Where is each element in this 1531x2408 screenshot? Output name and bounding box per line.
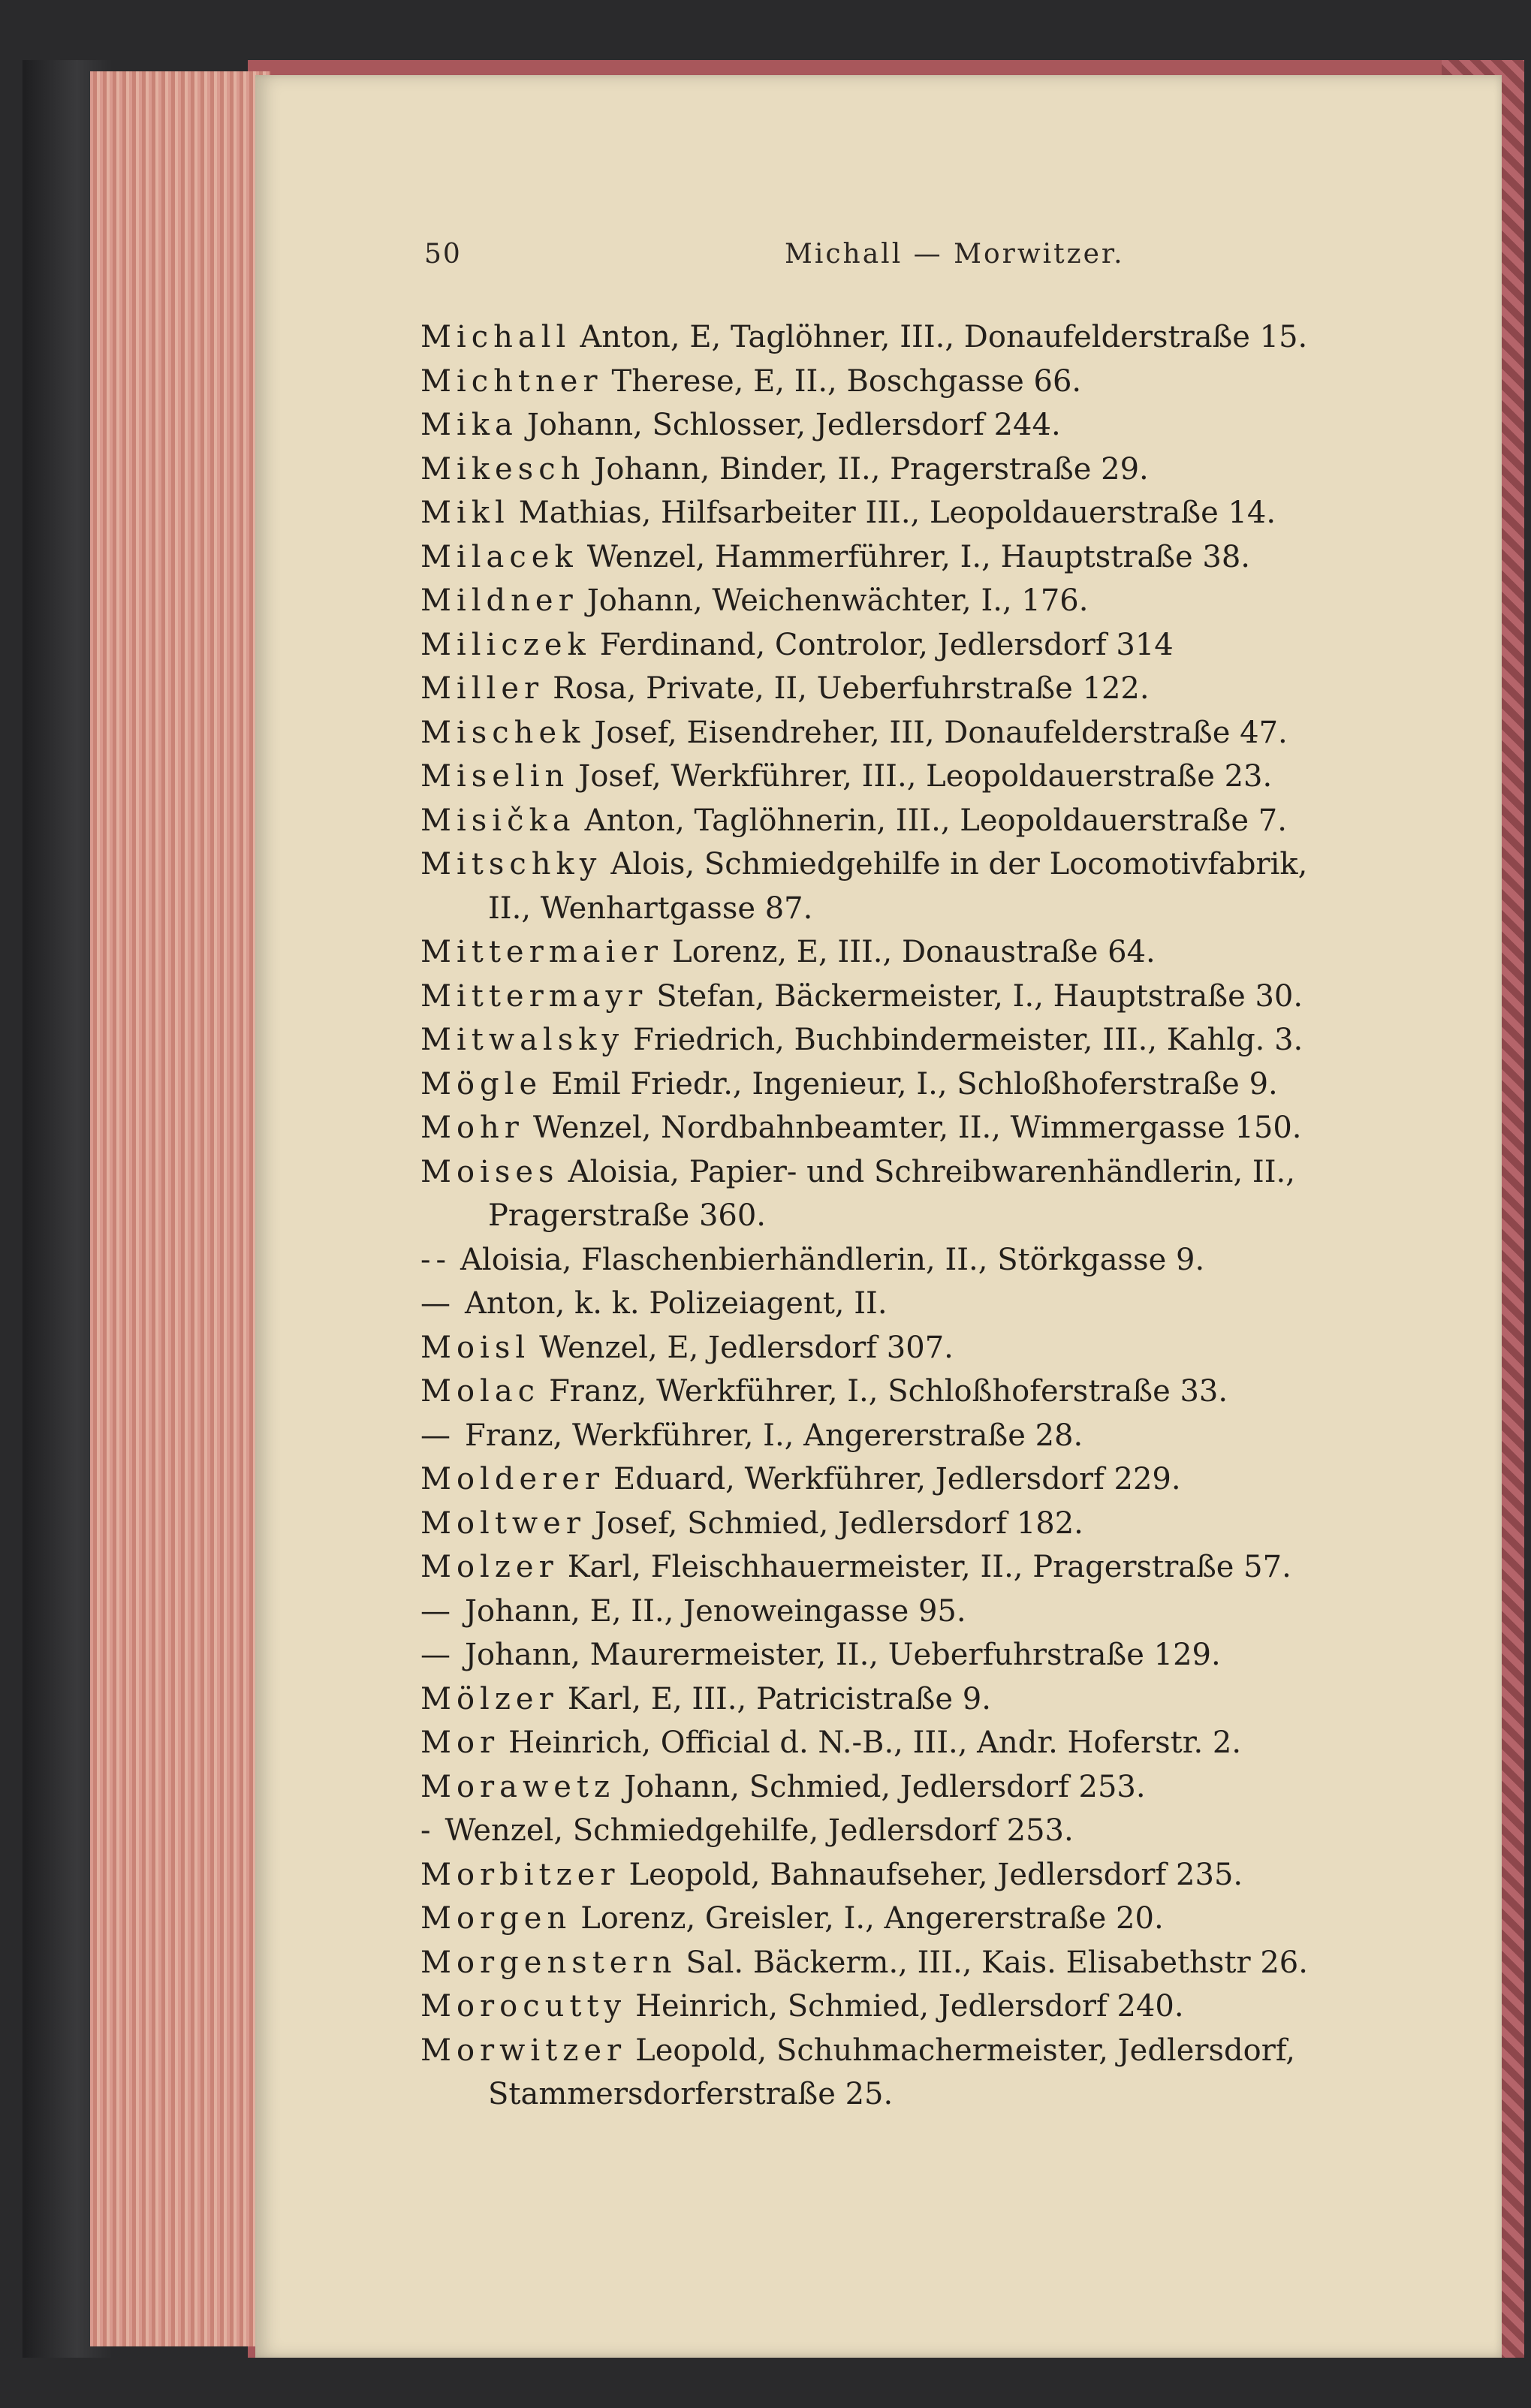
- directory-entry: [420, 1062, 1487, 1107]
- entry-surname: Mika: [420, 408, 518, 442]
- entry-details: Emil Friedr., Ingenieur, I., Schloßhoferstraße 9.: [551, 1066, 1278, 1102]
- entry-surname: Misička: [420, 803, 576, 838]
- entry-details: Alois, Schmiedgehilfe in der Locomotivfabrik,: [610, 847, 1308, 882]
- entry-details: Heinrich, Official d. N.-B., III., Andr. Hoferstr. 2.: [508, 1725, 1242, 1760]
- entry-details: Heinrich, Schmied, Jedlersdorf 240.: [635, 1989, 1184, 2024]
- entry-details: Franz, Werkführer, I., Schloßhoferstraße 33.: [549, 1374, 1228, 1409]
- directory-entry: [420, 1853, 1487, 1897]
- entry-surname: Mildner: [420, 583, 578, 618]
- entry-details: Josef, Eisendreher, III, Donaufelderstraße 47.: [594, 715, 1288, 750]
- entry-surname: —: [420, 1593, 456, 1629]
- entry-details: Karl, Fleischhauermeister, II., Pragerstraße 57.: [567, 1550, 1291, 1584]
- entry-details: Anton, k. k. Polizeiagent, II.: [465, 1286, 888, 1321]
- entry-surname: Morwitzer: [420, 2033, 627, 2068]
- directory-entry: [420, 1545, 1487, 1590]
- entry-details: Anton, E, Taglöhner, III., Donaufelderstraße 15.: [580, 320, 1308, 354]
- entry-details: Johann, E, II., Jenoweingasse 95.: [465, 1593, 966, 1629]
- entry-details: Josef, Schmied, Jedlersdorf 182.: [594, 1505, 1083, 1541]
- page-number: 50: [424, 239, 462, 270]
- entry-surname: —: [420, 1286, 456, 1321]
- entry-details: Johann, Maurermeister, II., Ueberfuhrstraße 129.: [465, 1638, 1221, 1672]
- directory-entry: [420, 491, 1487, 535]
- entry-details: Johann, Weichenwächter, I., 176.: [586, 583, 1089, 618]
- entry-surname: Moltwer: [420, 1505, 586, 1541]
- directory-entry: [420, 842, 1487, 887]
- directory-entry: [420, 1370, 1487, 1414]
- entry-details: Friedrich, Buchbindermeister, III., Kahlg. 3.: [633, 1023, 1303, 1057]
- entry-surname: Molderer: [420, 1462, 605, 1496]
- entry-details: Eduard, Werkführer, Jedlersdorf 229.: [613, 1462, 1181, 1496]
- entry-surname: Molac: [420, 1374, 541, 1409]
- entry-surname: Mittermayr: [420, 978, 648, 1014]
- entry-details: Lorenz, E, III., Donaustraße 64.: [672, 935, 1156, 969]
- entry-details: Franz, Werkführer, I., Angererstraße 28.: [465, 1418, 1083, 1453]
- directory-entry: [420, 799, 1487, 843]
- entry-details: Johann, Binder, II., Pragerstraße 29.: [594, 451, 1149, 487]
- directory-entry: [420, 1721, 1487, 1765]
- entry-surname: Morgen: [420, 1901, 572, 1936]
- page-header: [424, 239, 1475, 284]
- entry-surname: Morawetz: [420, 1769, 616, 1804]
- entry-surname: Morocutty: [420, 1989, 627, 2024]
- directory-entry: [420, 1414, 1487, 1458]
- directory-entry: [420, 2029, 1487, 2073]
- directory-entry: [420, 755, 1487, 799]
- entry-details: Josef, Werkführer, III., Leopoldauerstraße 23.: [578, 759, 1273, 794]
- entry-details: Mathias, Hilfsarbeiter III., Leopoldauerstraße 14.: [518, 496, 1276, 530]
- entry-surname: Mischek: [420, 715, 586, 750]
- entry-continuation: Stammersdorferstraße 25.: [488, 2077, 894, 2111]
- entry-surname: Mitwalsky: [420, 1023, 625, 1057]
- directory-entry: [420, 1590, 1487, 1634]
- entry-details: Therese, E, II., Boschgasse 66.: [611, 363, 1082, 399]
- entry-surname: --: [420, 1242, 452, 1277]
- entry-surname: —: [420, 1418, 456, 1453]
- entry-surname: Mögle: [420, 1066, 543, 1102]
- entry-surname: Moisl: [420, 1330, 531, 1365]
- entry-details: Wenzel, Nordbahnbeamter, II., Wimmergasse 150.: [532, 1111, 1302, 1145]
- entry-surname: Mikl: [420, 496, 510, 530]
- directory-entry: [420, 1457, 1487, 1502]
- directory-entry: [420, 1897, 1487, 1941]
- entry-surname: -: [420, 1813, 436, 1848]
- entry-surname: Miselin: [420, 759, 570, 794]
- directory-entry: [420, 360, 1487, 404]
- directory-entries: [420, 315, 1487, 2117]
- entry-details: Rosa, Private, II, Ueberfuhrstraße 122.: [553, 671, 1150, 706]
- directory-entry: [420, 1765, 1487, 1810]
- entry-surname: Michall: [420, 320, 571, 354]
- entry-details: Leopold, Bahnaufseher, Jedlersdorf 235.: [628, 1857, 1243, 1892]
- directory-entry: [420, 1238, 1487, 1282]
- directory-entry: [420, 1677, 1487, 1722]
- directory-entry: [420, 448, 1487, 492]
- entry-details: Anton, Taglöhnerin, III., Leopoldauerstraße 7.: [584, 803, 1287, 838]
- entry-continuation: II., Wenhartgasse 87.: [488, 891, 813, 926]
- entry-surname: —: [420, 1638, 456, 1672]
- entry-details: Johann, Schlosser, Jedlersdorf 244.: [526, 408, 1061, 442]
- directory-entry: [420, 667, 1487, 711]
- running-head: Michall — Morwitzer.: [785, 239, 1125, 270]
- entry-details: Aloisia, Flaschenbierhändlerin, II., Störkgasse 9.: [460, 1242, 1205, 1277]
- directory-entry: [420, 930, 1487, 975]
- directory-entry: [420, 1809, 1487, 1853]
- entry-details: Wenzel, Schmiedgehilfe, Jedlersdorf 253.: [445, 1813, 1074, 1848]
- directory-entry: [420, 535, 1487, 580]
- directory-entry: [420, 579, 1487, 623]
- entry-details: Wenzel, E, Jedlersdorf 307.: [539, 1330, 954, 1365]
- directory-entry: [420, 1106, 1487, 1150]
- entry-details: Wenzel, Hammerführer, I., Hauptstraße 38.: [586, 539, 1251, 574]
- directory-entry: [420, 1018, 1487, 1062]
- entry-surname: Molzer: [420, 1550, 559, 1584]
- entry-surname: Morgenstern: [420, 1945, 677, 1980]
- directory-entry: [420, 1282, 1487, 1326]
- directory-entry: [420, 315, 1487, 360]
- entry-details: Karl, E, III., Patricistraße 9.: [567, 1681, 991, 1716]
- entry-continuation: Pragerstraße 360.: [488, 1198, 767, 1233]
- directory-entry: [420, 1633, 1487, 1677]
- entry-surname: Mittermaier: [420, 935, 664, 969]
- directory-entry: [420, 1150, 1487, 1195]
- directory-entry: [420, 975, 1487, 1019]
- entry-details: Aloisia, Papier- und Schreibwarenhändlerin, II.,: [568, 1154, 1295, 1189]
- directory-entry: [420, 1941, 1487, 1985]
- entry-surname: Mölzer: [420, 1681, 559, 1716]
- entry-surname: Miller: [420, 671, 544, 706]
- entry-surname: Mikesch: [420, 451, 586, 487]
- directory-entry: [420, 403, 1487, 448]
- entry-details: Stefan, Bäckermeister, I., Hauptstraße 30.: [656, 978, 1303, 1014]
- entry-details: Ferdinand, Controlor, Jedlersdorf 314: [599, 627, 1174, 662]
- entry-details: Sal. Bäckerm., III., Kais. Elisabethstr 26.: [686, 1945, 1308, 1980]
- entry-details: Johann, Schmied, Jedlersdorf 253.: [624, 1769, 1146, 1804]
- entry-surname: Mitschky: [420, 847, 602, 882]
- directory-entry: [420, 1502, 1487, 1546]
- entry-surname: Michtner: [420, 363, 603, 399]
- entry-surname: Milacek: [420, 539, 578, 574]
- entry-surname: Miliczek: [420, 627, 591, 662]
- entry-surname: Mohr: [420, 1111, 524, 1145]
- entry-surname: Morbitzer: [420, 1857, 620, 1892]
- directory-entry: [420, 1985, 1487, 2029]
- page-stack-edges: [90, 71, 270, 2346]
- entry-surname: Moises: [420, 1154, 559, 1189]
- entry-surname: Mor: [420, 1725, 500, 1760]
- directory-entry: [420, 623, 1487, 668]
- entry-details: Lorenz, Greisler, I., Angererstraße 20.: [580, 1901, 1164, 1936]
- directory-entry: [420, 1326, 1487, 1370]
- directory-entry: [420, 711, 1487, 755]
- entry-details: Leopold, Schuhmachermeister, Jedlersdorf,: [635, 2033, 1295, 2068]
